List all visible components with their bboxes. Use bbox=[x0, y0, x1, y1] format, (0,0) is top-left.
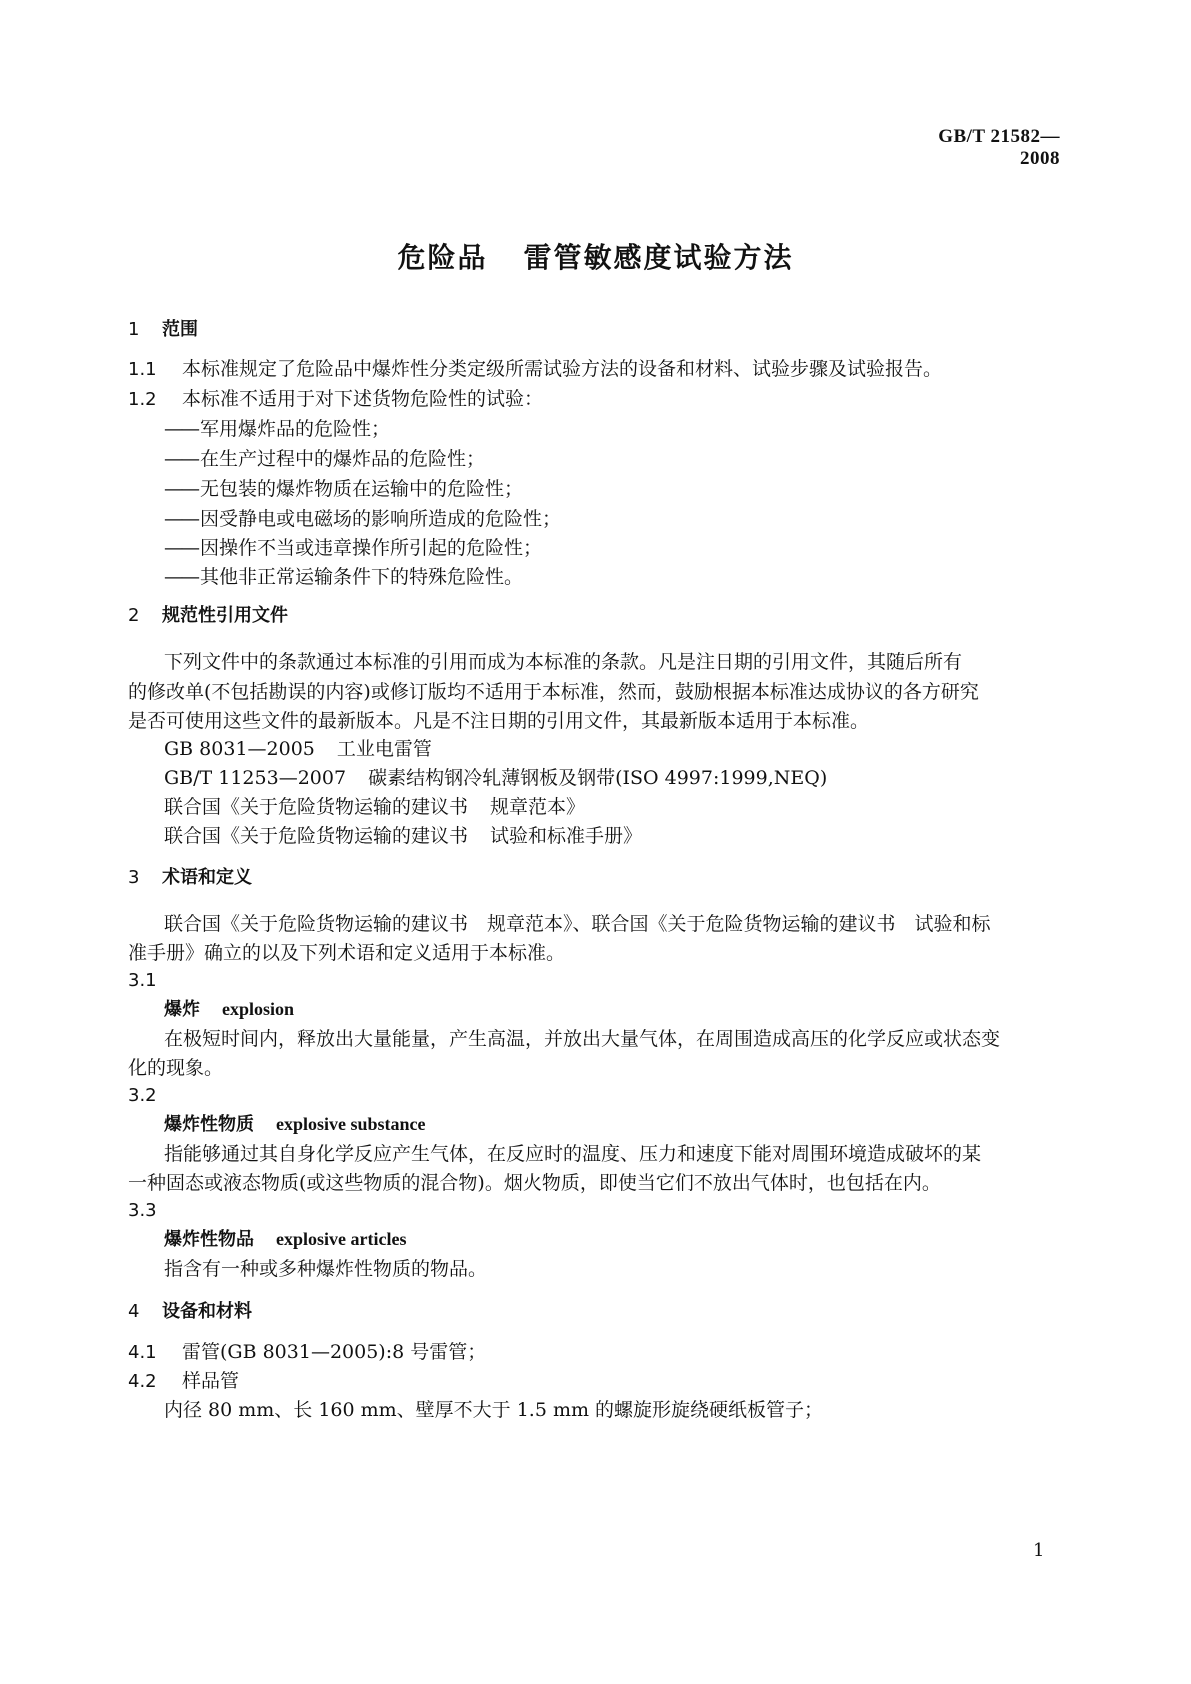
term-heading: 爆炸性物品 explosive articles bbox=[164, 1229, 407, 1250]
reference-item: 联合国《关于危险货物运输的建议书 规章范本》 bbox=[164, 796, 586, 818]
term-definition: 指含有一种或多种爆炸性物质的物品。 bbox=[164, 1258, 488, 1280]
section-3-heading: 3 术语和定义 bbox=[128, 867, 252, 888]
page-number: 1 bbox=[1033, 1540, 1045, 1561]
exclusion-item: —— 军用爆炸品的危险性； bbox=[164, 418, 391, 440]
term-number: 3.2 bbox=[128, 1085, 157, 1106]
term-definition: 指能够通过其自身化学反应产生气体，在反应时的温度、压力和速度下能对周围环境造成破坏的某 bbox=[164, 1143, 982, 1165]
exclusion-item: —— 其他非正常运输条件下的特殊危险性。 bbox=[164, 566, 524, 588]
term-definition: 一种固态或液态物质(或这些物质的混合物)。烟火物质，即使当它们不放出气体时，也包括在内。 bbox=[128, 1172, 941, 1194]
title-part1: 危险品 bbox=[397, 241, 488, 274]
doc-code: GB/T 21582—2008 bbox=[938, 126, 1060, 169]
clause-1-1: 1.1 本标准规定了危险品中爆炸性分类定级所需试验方法的设备和材料、试验步骤及试验报告。 bbox=[128, 358, 943, 380]
term-heading: 爆炸 explosion bbox=[164, 999, 295, 1020]
term-definition: 在极短时间内，释放出大量能量，产生高温，并放出大量气体，在周围造成高压的化学反应或状态变 bbox=[164, 1028, 1001, 1050]
reference-item: GB 8031—2005 工业电雷管 bbox=[164, 738, 432, 760]
paragraph-line: 准手册》确立的以及下列术语和定义适用于本标准。 bbox=[128, 942, 566, 964]
clause-4-2-detail: 内径 80 mm、长 160 mm、壁厚不大于 1.5 mm 的螺旋形旋绕硬纸板管子； bbox=[164, 1399, 824, 1421]
paragraph-line: 下列文件中的条款通过本标准的引用而成为本标准的条款。凡是注日期的引用文件，其随后所有 bbox=[164, 651, 963, 673]
term-heading: 爆炸性物质 explosive substance bbox=[164, 1114, 426, 1135]
term-definition: 化的现象。 bbox=[128, 1057, 224, 1079]
exclusion-item: —— 在生产过程中的爆炸品的危险性； bbox=[164, 448, 486, 470]
paragraph-line: 联合国《关于危险货物运输的建议书 规章范本》、联合国《关于危险货物运输的建议书 试验和标 bbox=[164, 913, 991, 935]
section-1-heading: 1 范围 bbox=[128, 319, 198, 340]
section-4-heading: 4 设备和材料 bbox=[128, 1301, 252, 1322]
term-number: 3.1 bbox=[128, 970, 157, 991]
title-part2: 雷管敏感度试验方法 bbox=[523, 241, 794, 274]
section-2-heading: 2 规范性引用文件 bbox=[128, 605, 288, 626]
page-title bbox=[0, 236, 1191, 276]
clause-4-1: 4.1 雷管(GB 8031—2005):8 号雷管； bbox=[128, 1341, 487, 1363]
exclusion-item: —— 因受静电或电磁场的影响所造成的危险性； bbox=[164, 508, 562, 530]
clause-1-2: 1.2 本标准不适用于对下述货物危险性的试验： bbox=[128, 388, 544, 410]
paragraph-line: 是否可使用这些文件的最新版本。凡是不注日期的引用文件，其最新版本适用于本标准。 bbox=[128, 710, 870, 732]
exclusion-item: —— 无包装的爆炸物质在运输中的危险性； bbox=[164, 478, 524, 500]
reference-item: GB/T 11253—2007 碳素结构钢冷轧薄钢板及钢带(ISO 4997:1999,NEQ) bbox=[164, 767, 828, 789]
exclusion-item: —— 因操作不当或违章操作所引起的危险性； bbox=[164, 537, 543, 559]
reference-item: 联合国《关于危险货物运输的建议书 试验和标准手册》 bbox=[164, 825, 643, 847]
term-number: 3.3 bbox=[128, 1200, 157, 1221]
paragraph-line: 的修改单(不包括勘误的内容)或修订版均不适用于本标准，然而，鼓励根据本标准达成协议的各方研究 bbox=[128, 681, 979, 703]
clause-4-2: 4.2 样品管 bbox=[128, 1370, 240, 1392]
